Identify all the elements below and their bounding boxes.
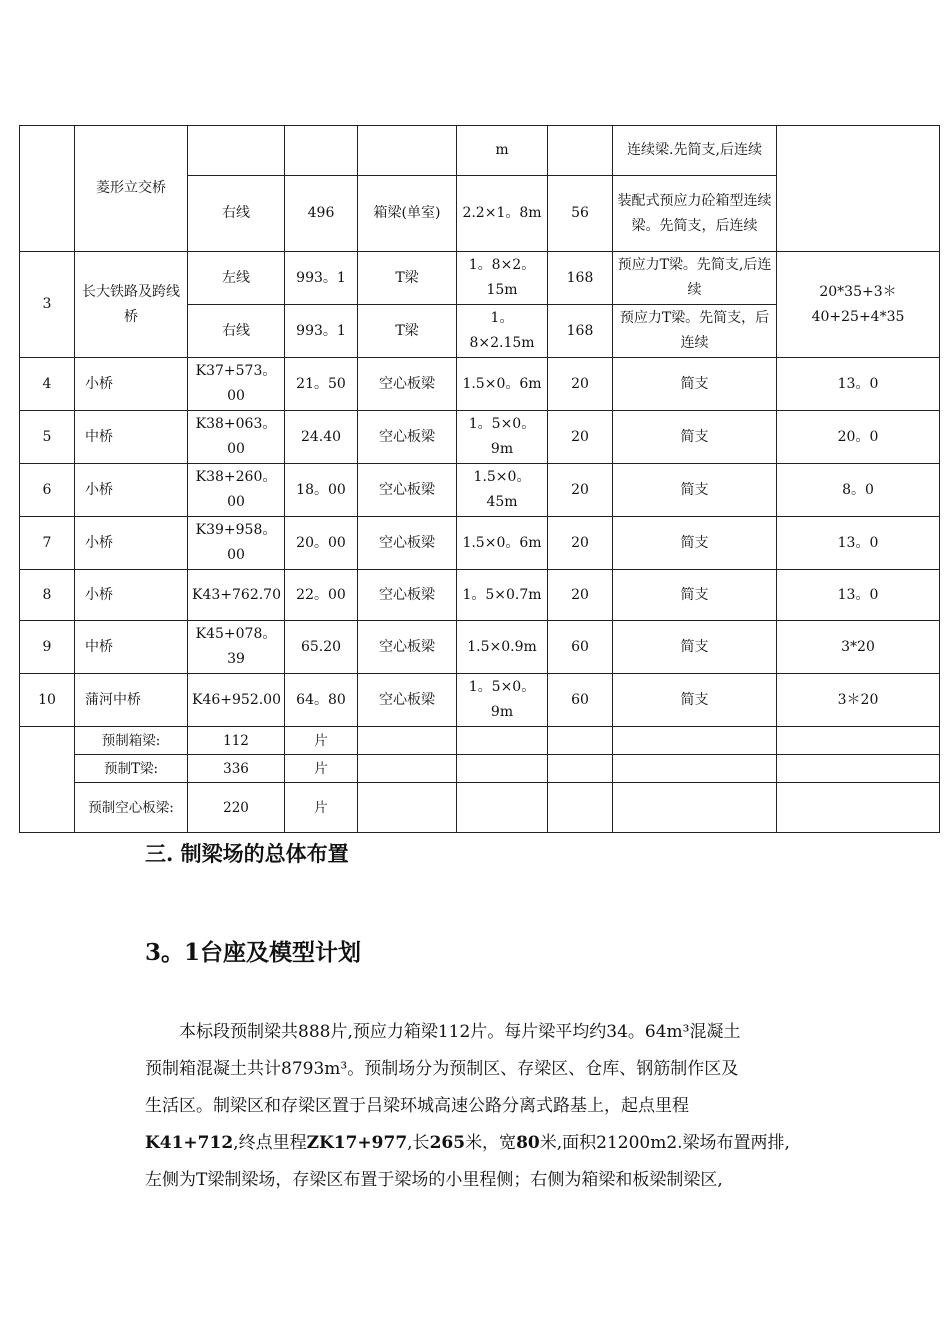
cell: 右线	[188, 176, 285, 252]
cell: 预应力T梁。先简支,后连续	[613, 252, 777, 305]
cell: m	[457, 126, 548, 176]
bridge-name: 菱形立交桥	[75, 126, 188, 252]
table-row	[20, 126, 940, 176]
cell: 20*35+3＊40+25+4*35	[777, 252, 940, 358]
summary-row: 预制空心板梁: 220 片	[20, 783, 940, 833]
table-row: 8 小桥 K43+762.70 22。00 空心板梁 1。5×0.7m 20 简支 13。0	[20, 570, 940, 621]
table-row: 5 中桥 K38+063。00 24.40 空心板梁 1。5×0。9m 20 简支 20。0	[20, 411, 940, 464]
table-row	[20, 252, 940, 305]
paragraph-line: 预制箱混凝土共计8793m³。预制场分为预制区、存梁区、仓库、钢筋制作区及	[145, 1059, 739, 1079]
summary-row: 预制箱梁: 112 片	[20, 727, 940, 755]
cell: T梁	[358, 252, 457, 305]
row-number: 3	[20, 252, 75, 358]
cell: 993。1	[285, 252, 358, 305]
cell: 箱梁(单室)	[358, 176, 457, 252]
cell: 2.2×1。8m	[457, 176, 548, 252]
cell: 右线	[188, 305, 285, 358]
table-row: 6 小桥 K38+260。00 18。00 空心板梁 1.5×0。45m 20 简支 8。0	[20, 464, 940, 517]
paragraph-line: 左侧为T梁制梁场，存梁区布置于梁场的小里程侧；右侧为箱梁和板梁制梁区,	[145, 1170, 723, 1190]
cell: 装配式预应力砼箱型连续梁。先简支，后连续	[613, 176, 777, 252]
cell: 168	[548, 305, 613, 358]
cell: 56	[548, 176, 613, 252]
table-row: 9 中桥 K45+078。39 65.20 空心板梁 1.5×0.9m 60 简支 3*20	[20, 621, 940, 674]
section-heading: 三. 制梁场的总体布置	[145, 841, 349, 866]
bridge-name: 长大铁路及跨线桥	[75, 252, 188, 358]
cell: 1。8×2.15m	[457, 305, 548, 358]
cell: 993。1	[285, 305, 358, 358]
table-row: 10 蒲河中桥 K46+952.00 64。80 空心板梁 1。5×0。9m 60 简支 3＊20	[20, 674, 940, 727]
bridge-table	[19, 125, 940, 833]
paragraph-line: K41+712,终点里程ZK17+977,长265米，宽80米,面积21200m2.梁场布置两排,	[145, 1133, 790, 1153]
cell: 1。8×2。15m	[457, 252, 548, 305]
subsection-heading: 3。1台座及模型计划	[145, 939, 362, 966]
paragraph-line: 本标段预制梁共888片,预应力箱梁112片。每片梁平均约34。64m³混凝土	[179, 1022, 741, 1042]
body-paragraph	[145, 1014, 815, 1199]
cell: 168	[548, 252, 613, 305]
table-row: 7 小桥 K39+958。00 20。00 空心板梁 1.5×0。6m 20 简支 13。0	[20, 517, 940, 570]
paragraph-line: 生活区。制梁区和存梁区置于吕梁环城高速公路分离式路基上，起点里程	[145, 1096, 689, 1116]
table-row: 4 小桥 K37+573。00 21。50 空心板梁 1.5×0。6m 20 简支 13。0	[20, 358, 940, 411]
cell: T梁	[358, 305, 457, 358]
summary-row: 预制T梁: 336 片	[20, 755, 940, 783]
cell: 496	[285, 176, 358, 252]
cell: 左线	[188, 252, 285, 305]
cell: 连续梁.先简支,后连续	[613, 126, 777, 176]
cell: 预应力T梁。先简支，后连续	[613, 305, 777, 358]
